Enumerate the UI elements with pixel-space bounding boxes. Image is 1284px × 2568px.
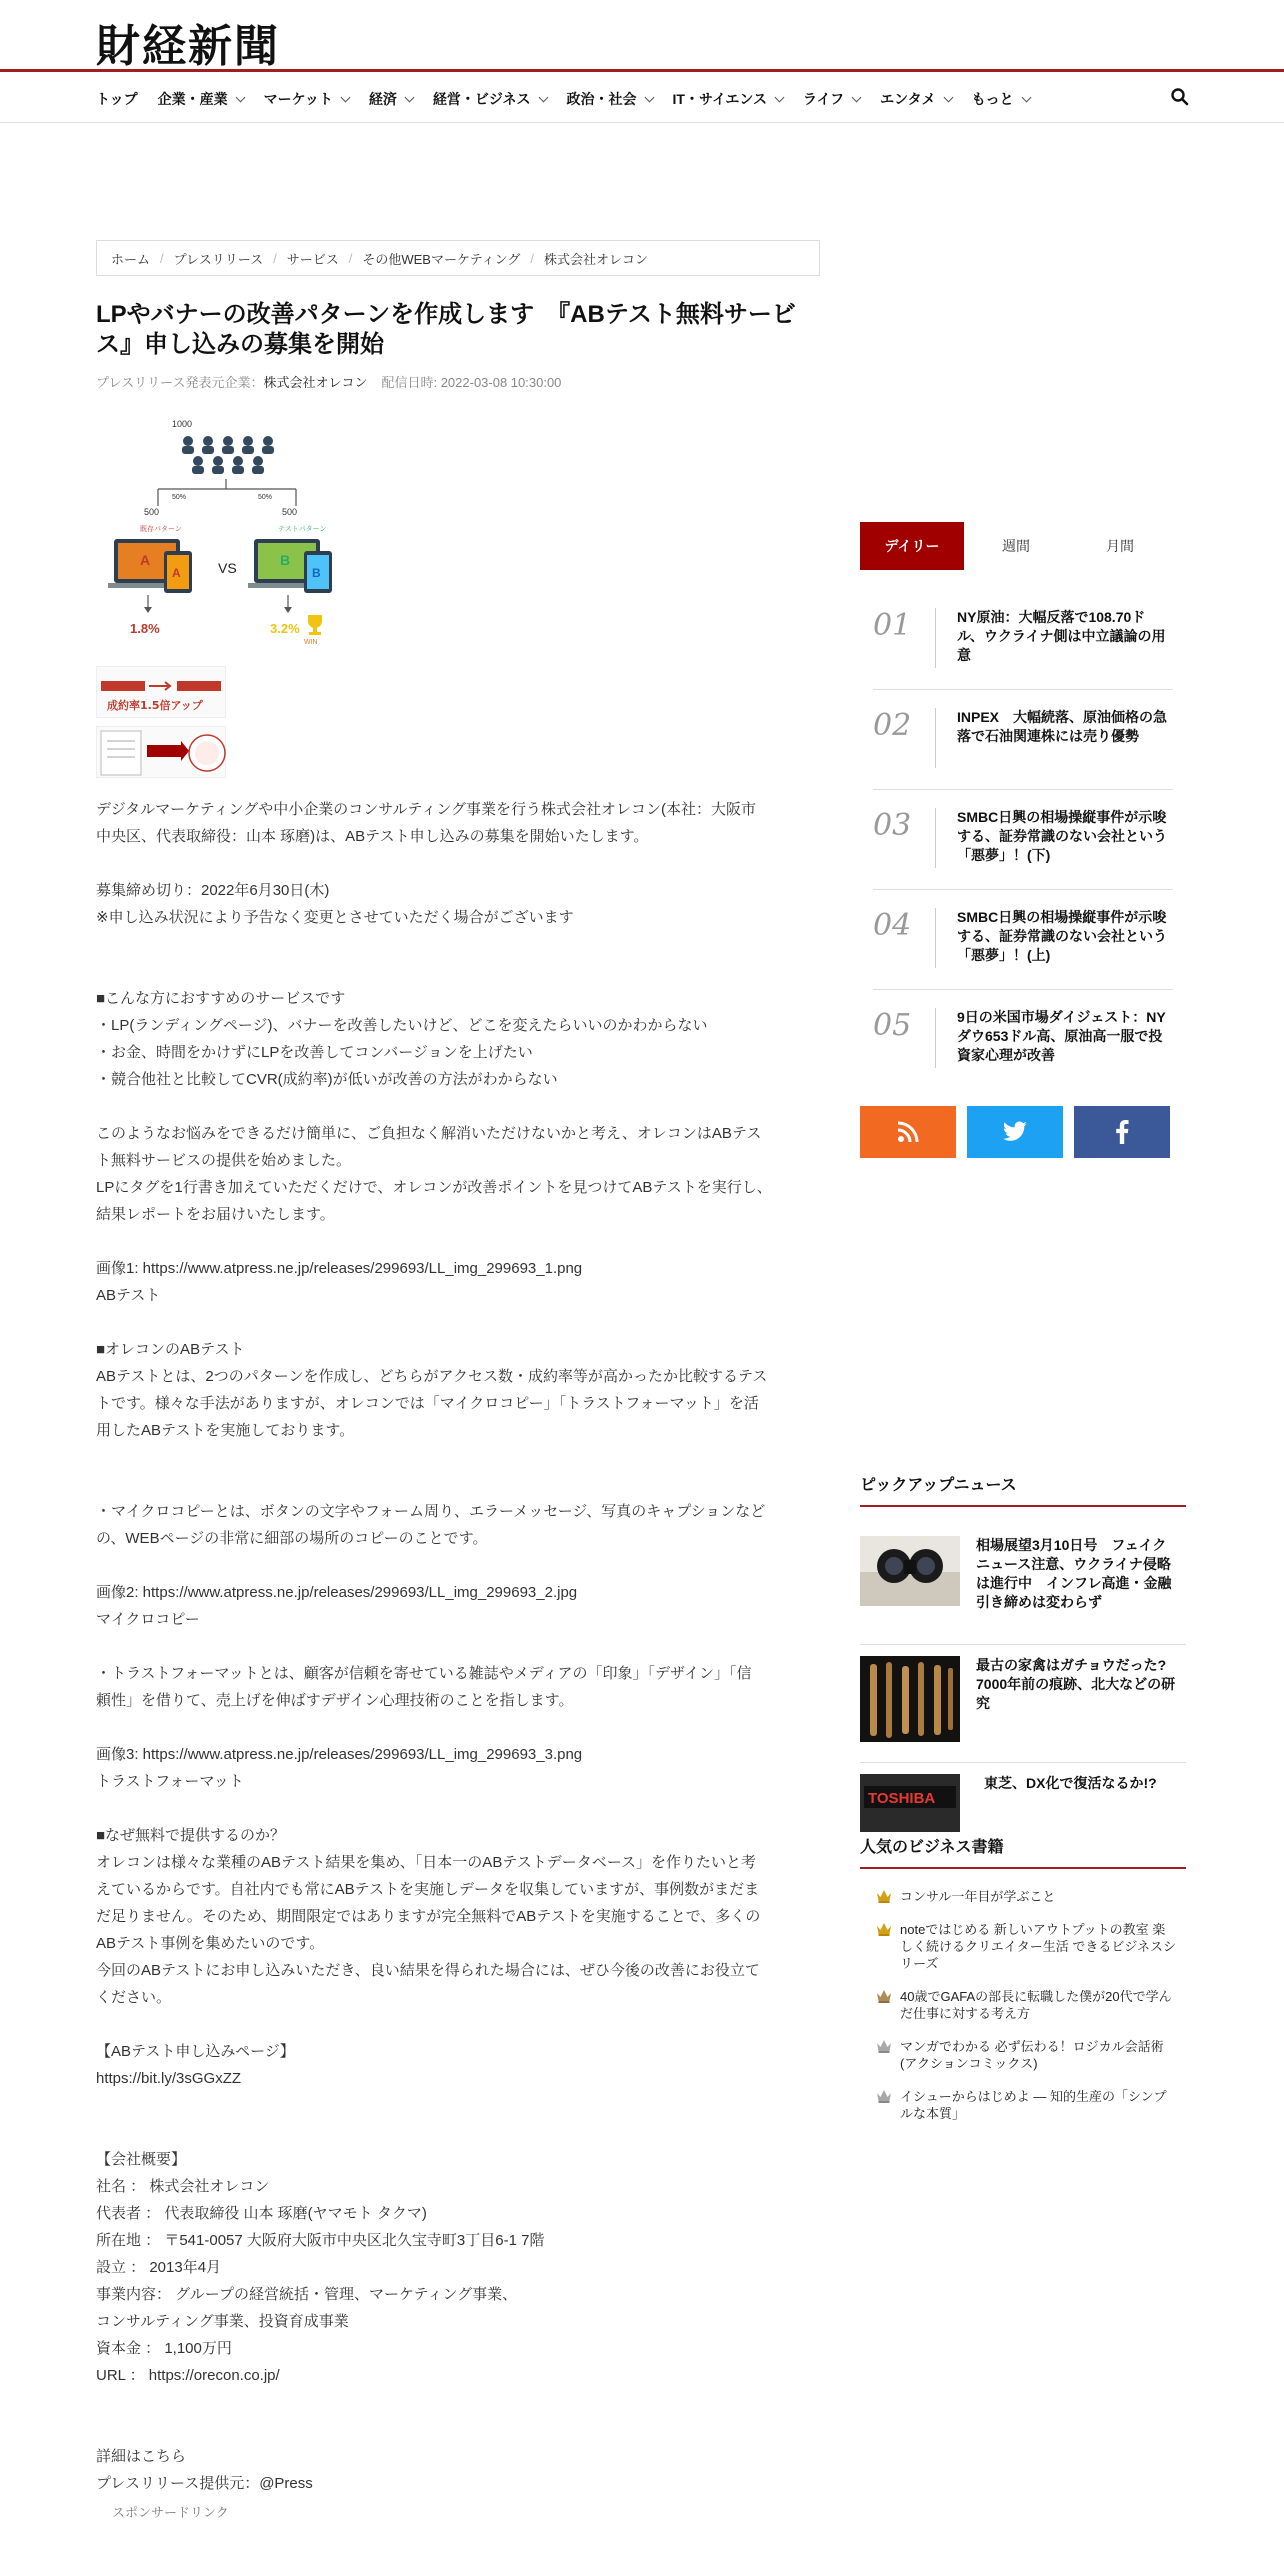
twitter-icon: [1002, 1121, 1028, 1143]
books-heading: 人気のビジネス書籍: [860, 1834, 1186, 1869]
crown-silver-icon: [876, 2039, 892, 2053]
vs-label: VS: [218, 560, 237, 576]
crown-silver-icon: [876, 2089, 892, 2103]
rank-title[interactable]: SMBC日興の相場操縦事件が示唆する、証券常識のない会社という「悪夢」！(下): [957, 809, 1167, 863]
svg-text:50%: 50%: [258, 494, 273, 501]
svg-text:500: 500: [282, 507, 298, 517]
book-item[interactable]: コンサル一年目が学ぶこと: [876, 1888, 1176, 1905]
crown-gold-icon: [876, 1922, 892, 1936]
pickup-image-binoculars[interactable]: [860, 1536, 960, 1606]
crown-gold-icon: [876, 1889, 892, 1903]
details-link[interactable]: 詳細はこちら: [96, 2448, 187, 2465]
signup-link[interactable]: https://bit.ly/3sGGxZZ: [96, 2070, 242, 2087]
image1-link[interactable]: 画像1: https://www.atpress.ne.jp/releases/299693/LL_img_299693_1.png: [96, 1260, 583, 1277]
chevron-down-icon: [852, 92, 862, 102]
article-body: [96, 796, 820, 2526]
facebook-button[interactable]: [1074, 1106, 1170, 1158]
paragraph-deadline: 募集締め切り：2022年6月30日(木) ※申し込み状況により予告なく変更とさせていただく場合がございます: [96, 882, 574, 926]
books-list: [876, 1888, 1176, 2138]
breadcrumb-home[interactable]: ホーム: [111, 251, 151, 267]
facebook-icon: [1115, 1120, 1129, 1144]
svg-text:A: A: [172, 566, 181, 580]
image2-link[interactable]: 画像2: https://www.atpress.ne.jp/releases/299693/LL_img_299693_2.jpg: [96, 1584, 578, 1601]
thumbnail-1-caption: 成約率1.5倍アップ: [107, 699, 203, 712]
breadcrumb-category[interactable]: その他WEBマーケティング: [362, 251, 521, 267]
rank-title[interactable]: INPEX 大幅続落、原油価格の急落で石油関連株には売り優勢: [957, 709, 1168, 744]
rss-icon: [897, 1121, 919, 1143]
tab-daily[interactable]: デイリー: [860, 522, 964, 570]
chevron-down-icon: [943, 92, 953, 102]
thumbnail-1[interactable]: [96, 666, 226, 718]
meta-company[interactable]: 株式会社オレコン: [263, 375, 368, 390]
site-header: [0, 0, 1284, 72]
ranking-list: [873, 590, 1173, 1090]
nav-top[interactable]: トップ: [96, 91, 138, 107]
svg-text:既存パターン: 既存パターン: [140, 526, 182, 533]
paragraph-image1: 画像1: https://www.atpress.ne.jp/releases/299693/LL_img_299693_1.png ABテスト: [96, 1255, 820, 1309]
paragraph-signup: 【ABテスト申し込みページ】 https://bit.ly/3sGGxZZ: [96, 2038, 820, 2092]
pickup-title[interactable]: 最古の家禽はガチョウだった? 7000年前の痕跡、北大などの研究: [976, 1657, 1176, 1711]
rank-title[interactable]: SMBC日興の相場操縦事件が示唆する、証券常識のない会社という「悪夢」！(上): [957, 909, 1167, 963]
nav-it-science[interactable]: IT・サイエンス: [673, 89, 783, 109]
chevron-down-icon: [538, 92, 548, 102]
pattern-a-devices: [108, 539, 192, 593]
ranking-tabs: [860, 522, 1172, 570]
pickup-heading: ピックアップニュース: [860, 1472, 1186, 1507]
breadcrumb-company[interactable]: 株式会社オレコン: [544, 251, 649, 267]
nav-market[interactable]: マーケット: [264, 89, 349, 109]
people-icons: [182, 436, 274, 474]
article-meta: [96, 372, 820, 391]
site-logo[interactable]: 財経新聞: [96, 21, 280, 72]
chevron-down-icon: [404, 92, 414, 102]
breadcrumb-service[interactable]: サービス: [286, 251, 339, 267]
trophy-icon: [308, 615, 322, 635]
ranking-item[interactable]: [873, 590, 1173, 690]
article-column: [96, 240, 820, 2526]
nav-industry[interactable]: 企業・産業: [158, 89, 244, 109]
paragraph-recommend: ■こんな方におすすめのサービスです ・LP(ランディングページ)、バナーを改善したいけど、どこを変えたらいいのかわからない ・お金、時間をかけずにLPを改善してコンバージョンを上げたい ・競合他社と比較してCVR(成約率)が低いが改善の方法がわからない: [96, 990, 708, 1088]
breadcrumb: ホーム / プレスリリース / サービス / その他WEBマーケティング / 株式会社オレコン: [96, 240, 820, 276]
rank-number: 05: [873, 1008, 912, 1043]
paragraph-company: 【会社概要】 社名 ： 株式会社オレコン 代表者 ： 代表取締役 山本 琢磨(ヤマモト タクマ) 所在地 ： 〒541-0057 大阪府大阪市中央区北久宝寺町3丁目6-1 7階 設立 ： 2013年4月 事業内容： グループの経営統括・管理、マーケティング事業、 コンサルティング事業、投資育成事業 資本金 ： 1,100万円 URL ： https://orecon.co.jp/: [96, 2146, 820, 2389]
rank-number: 01: [873, 608, 912, 643]
image3-link[interactable]: 画像3: https://www.atpress.ne.jp/releases/299693/LL_img_299693_3.png: [96, 1746, 583, 1763]
ranking-item[interactable]: [873, 690, 1173, 790]
svg-text:500: 500: [144, 507, 160, 517]
sponsored-label: スポンサードリンク: [112, 2505, 229, 2520]
pattern-b-devices: [248, 539, 332, 593]
svg-text:A: A: [140, 552, 151, 568]
tab-monthly[interactable]: 月間: [1106, 538, 1134, 554]
paragraph-image2: 画像2: https://www.atpress.ne.jp/releases/299693/LL_img_299693_2.jpg マイクロコピー: [96, 1579, 820, 1633]
svg-text:WIN: WIN: [304, 639, 318, 646]
paragraph-why-free: ■なぜ無料で提供するのか？ オレコンは様々な業種のABテスト結果を集め、「日本一のABテストデータベース」を作りたいと考 えているからです。自社内でも常にABテストを実施しデータを収集していますが、事例数がまだま だ足りません。そのため、期間限定ではありますが完全無料でABテストを実施することで、多くの ABテスト事例を集めたいのです。 今回のABテストにお申し込みいただき、良い結果を得られた場合には、ぜひ今後の改善にお役立て ください。: [96, 1827, 761, 2006]
ab-test-figure[interactable]: [96, 411, 356, 649]
book-item[interactable]: マンガでわかる 必ず伝わる！ロジカル会話術 (アクションコミックス): [876, 2038, 1176, 2072]
nav-entertainment[interactable]: エンタメ: [880, 89, 951, 109]
thumbnail-2[interactable]: [96, 726, 226, 778]
pickup-title[interactable]: 東芝、DX化で復活なるか!?: [984, 1775, 1157, 1791]
pickup-image-text: TOSHIBA: [868, 1790, 936, 1807]
tab-weekly[interactable]: 週間: [1002, 538, 1030, 554]
svg-text:B: B: [280, 552, 291, 568]
figure-count-top: 1000: [172, 419, 193, 429]
chevron-down-icon: [775, 92, 785, 102]
pickup-item[interactable]: [860, 1536, 1186, 1636]
book-item[interactable]: イシューからはじめよ ― 知的生産の「シンプルな本質」: [876, 2088, 1176, 2122]
book-item[interactable]: 40歳でGAFAの部長に転職した僕が20代で学んだ仕事に対する考え方: [876, 1988, 1176, 2022]
chevron-down-icon: [1021, 92, 1031, 102]
nav-politics[interactable]: 政治・社会: [567, 89, 653, 109]
thumbnail-list: [96, 666, 820, 778]
rank-number: 03: [873, 808, 912, 843]
chevron-down-icon: [235, 92, 245, 102]
main-nav: [0, 75, 1284, 123]
pickup-image-toshiba[interactable]: [860, 1774, 960, 1832]
paragraph-microcopy: ・マイクロコピーとは、ボタンの文字やフォーム周り、エラーメッセージ、写真のキャプションなど の、WEBページの非常に細部の場所のコピーのことです。: [96, 1503, 766, 1547]
paragraph-offer: このようなお悩みをできるだけ簡単に、ご負担なく解消いただけないかと考え、オレコンはABテス ト無料サービスの提供を始めました。 LPにタグを1行書き加えていただくだけで、オレコンが改善ポイントを見つけてABテストを実行し、 結果レポートをお届けいたします。: [96, 1125, 772, 1223]
meta-prefix: プレスリリース発表元企業：: [96, 375, 264, 390]
breadcrumb-press[interactable]: プレスリリース: [173, 251, 264, 267]
nav-business[interactable]: 経営・ビジネス: [433, 89, 547, 109]
pickup-title[interactable]: 相場展望3月10日号 フェイクニュース注意、ウクライナ侵略は進行中 インフレ高進・金融引き締めは変わらず: [976, 1537, 1172, 1610]
paragraph-details: 詳細はこちら プレスリリース提供元：@Press: [96, 2443, 820, 2497]
nav-economy[interactable]: 経済: [369, 89, 413, 109]
ranking-item[interactable]: [873, 890, 1173, 990]
ranking-item[interactable]: [873, 990, 1173, 1090]
paragraph-intro: デジタルマーケティングや中小企業のコンサルティング事業を行う株式会社オレコン(本社：大阪市 中央区、代表取締役：山本 琢磨)は、ABテスト申し込みの募集を開始いたします。: [96, 801, 757, 845]
rank-number: 02: [873, 708, 912, 743]
crown-bronze-icon: [876, 1989, 892, 2003]
paragraph-image3: 画像3: https://www.atpress.ne.jp/releases/299693/LL_img_299693_3.png トラストフォーマット: [96, 1741, 820, 1795]
svg-text:50%: 50%: [172, 494, 187, 501]
nav-more[interactable]: もっと: [972, 89, 1030, 109]
pickup-image-bones[interactable]: [860, 1656, 960, 1742]
pickup-item[interactable]: [860, 1656, 1186, 1756]
company-url-link[interactable]: URL ： https://orecon.co.jp/: [96, 2367, 280, 2384]
svg-text:テストパターン: テストパターン: [278, 526, 327, 533]
search-icon[interactable]: [1170, 87, 1190, 107]
rank-title[interactable]: NY原油：大幅反落で108.70ドル、ウクライナ側は中立議論の用意: [957, 609, 1166, 663]
rate-b: 3.2%: [270, 621, 300, 636]
rank-number: 04: [873, 908, 912, 943]
rank-title[interactable]: 9日の米国市場ダイジェスト：NYダウ653ドル高、原油高一服で投資家心理が改善: [957, 1009, 1166, 1063]
paragraph-abtest: ■オレコンのABテスト ABテストとは、2つのパターンを作成し、どちらがアクセス数・成約率等が高かったか比較するテス トです。様々な手法がありますが、オレコンでは「マイクロコピー」「トラストフォーマット」を活 用したABテストを実施しております。: [96, 1341, 768, 1439]
pickup-item[interactable]: [860, 1774, 1186, 1832]
twitter-button[interactable]: [967, 1106, 1063, 1158]
rss-button[interactable]: [860, 1106, 956, 1158]
svg-text:B: B: [312, 566, 321, 580]
nav-life[interactable]: ライフ: [803, 89, 860, 109]
book-item[interactable]: noteではじめる 新しいアウトプットの教室 楽しく続けるクリエイター生活 できるビジネスシリーズ: [876, 1921, 1176, 1972]
chevron-down-icon: [340, 92, 350, 102]
chevron-down-icon: [644, 92, 654, 102]
ranking-item[interactable]: [873, 790, 1173, 890]
meta-date: 配信日時: 2022-03-08 10:30:00: [381, 375, 562, 390]
rate-a: 1.8%: [130, 621, 160, 636]
paragraph-trustformat: ・トラストフォーマットとは、顧客が信頼を寄せている雑誌やメディアの「印象」「デザイン」「信 頼性」を借りて、売上げを伸ばすデザイン心理技術のことを指します。: [96, 1665, 752, 1709]
nav-items: [96, 75, 1050, 123]
article-title: LPやバナーの改善パターンを作成します 『ABテスト無料サービス』申し込みの募集を開始: [96, 301, 796, 358]
